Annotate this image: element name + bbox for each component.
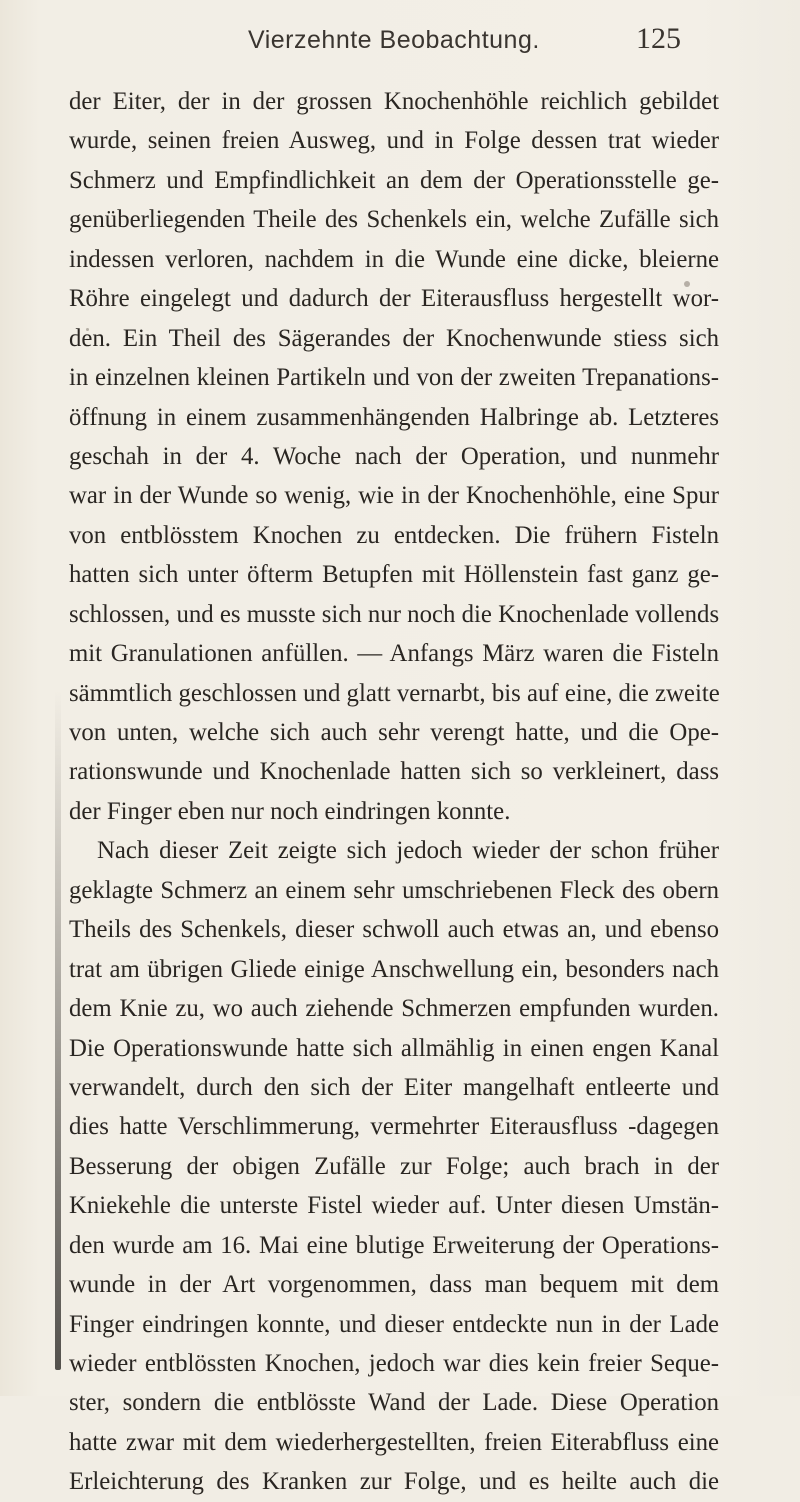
text-line: in einzelnen kleinen Partikeln und von der zweiten Trepanations- bbox=[69, 364, 719, 392]
text-line: rationswunde und Knochenlade hatten sich so verkleinert, dass bbox=[69, 758, 719, 786]
text-line: Kniekehle die unterste Fistel wieder auf. Unter diesen Umstän- bbox=[69, 1192, 719, 1220]
text-line: dem Knie zu, wo auch ziehende Schmerzen empfunden wurden. bbox=[69, 995, 719, 1023]
text-line: Erleichterung des Kranken zur Folge, und es heilte auch die bbox=[69, 1468, 719, 1496]
text-line: dies hatte Verschlimmerung, vermehrter Eiterausfluss -dagegen bbox=[69, 1113, 719, 1141]
text-line-paragraph-start: Nach dieser Zeit zeigte sich jedoch wieder der schon früher bbox=[97, 837, 719, 865]
text-line-paragraph-end: der Finger eben nur noch eindringen konnte. bbox=[69, 797, 511, 825]
text-line: Röhre eingelegt und dadurch der Eiterausfluss hergestellt wor- bbox=[69, 285, 719, 313]
text-line: hatten sich unter öfterm Betupfen mit Höllenstein fast ganz ge- bbox=[69, 561, 719, 589]
page-number: 125 bbox=[636, 22, 681, 55]
text-line: verwandelt, durch den sich der Eiter mangelhaft entleerte und bbox=[69, 1073, 719, 1101]
running-head-title: Vierzehnte Beobachtung. bbox=[248, 26, 540, 54]
text-line: Finger eindringen konnte, und dieser entdeckte nun in der Lade bbox=[69, 1310, 719, 1338]
text-line: geklagte Schmerz an einem sehr umschriebenen Fleck des obern bbox=[69, 876, 719, 904]
text-line: den. Ein Theil des Sägerandes der Knochenwunde stiess sich bbox=[69, 324, 719, 352]
text-line: wurde, seinen freien Ausweg, und in Folge dessen trat wieder bbox=[69, 127, 719, 155]
text-line: ster, sondern die entblösste Wand der Lade. Diese Operation bbox=[69, 1389, 719, 1417]
running-head bbox=[0, 20, 800, 60]
text-line: Die Operationswunde hatte sich allmählig in einen engen Kanal bbox=[69, 1034, 719, 1062]
text-line: sämmtlich geschlossen und glatt vernarbt, bis auf eine, die zweite bbox=[69, 679, 720, 707]
text-line: genüberliegenden Theile des Schenkels ein, welche Zufälle sich bbox=[69, 206, 719, 234]
body-text bbox=[69, 82, 719, 1502]
text-line: geschah in der 4. Woche nach der Operation, und nunmehr bbox=[69, 442, 719, 470]
text-line: den wurde am 16. Mai eine blutige Erweiterung der Operations- bbox=[69, 1231, 719, 1259]
text-line: von unten, welche sich auch sehr verengt hatte, und die Ope- bbox=[69, 719, 719, 746]
binding-shadow bbox=[55, 690, 61, 1370]
text-line: Besserung der obigen Zufälle zur Folge; auch brach in der bbox=[69, 1152, 719, 1180]
text-line: trat am übrigen Gliede einige Anschwellung ein, besonders nach bbox=[69, 955, 719, 983]
text-line: öffnung in einem zusammenhängenden Halbringe ab. Letzteres bbox=[69, 403, 719, 431]
text-line: Theils des Schenkels, dieser schwoll auch etwas an, und ebenso bbox=[69, 916, 719, 944]
text-line: wunde in der Art vorgenommen, dass man bequem mit dem bbox=[69, 1271, 719, 1299]
text-line: Schmerz und Empfindlichkeit an dem der Operationsstelle ge- bbox=[69, 166, 719, 194]
text-line: wieder entblössten Knochen, jedoch war dies kein freier Seque- bbox=[69, 1350, 719, 1377]
text-line: indessen verloren, nachdem in die Wunde eine dicke, bleierne bbox=[69, 245, 719, 273]
text-line: der Eiter, der in der grossen Knochenhöhle reichlich gebildet bbox=[69, 88, 719, 115]
text-line: hatte zwar mit dem wiederhergestellten, freien Eiterabfluss eine bbox=[69, 1428, 719, 1456]
text-line: von entblösstem Knochen zu entdecken. Die frühern Fisteln bbox=[69, 521, 719, 549]
text-line: schlossen, und es musste sich nur noch die Knochenlade vollends bbox=[69, 600, 720, 628]
text-line: mit Granulationen anfüllen. — Anfangs März waren die Fisteln bbox=[69, 640, 719, 668]
text-line: war in der Wunde so wenig, wie in der Knochenhöhle, eine Spur bbox=[69, 482, 719, 510]
